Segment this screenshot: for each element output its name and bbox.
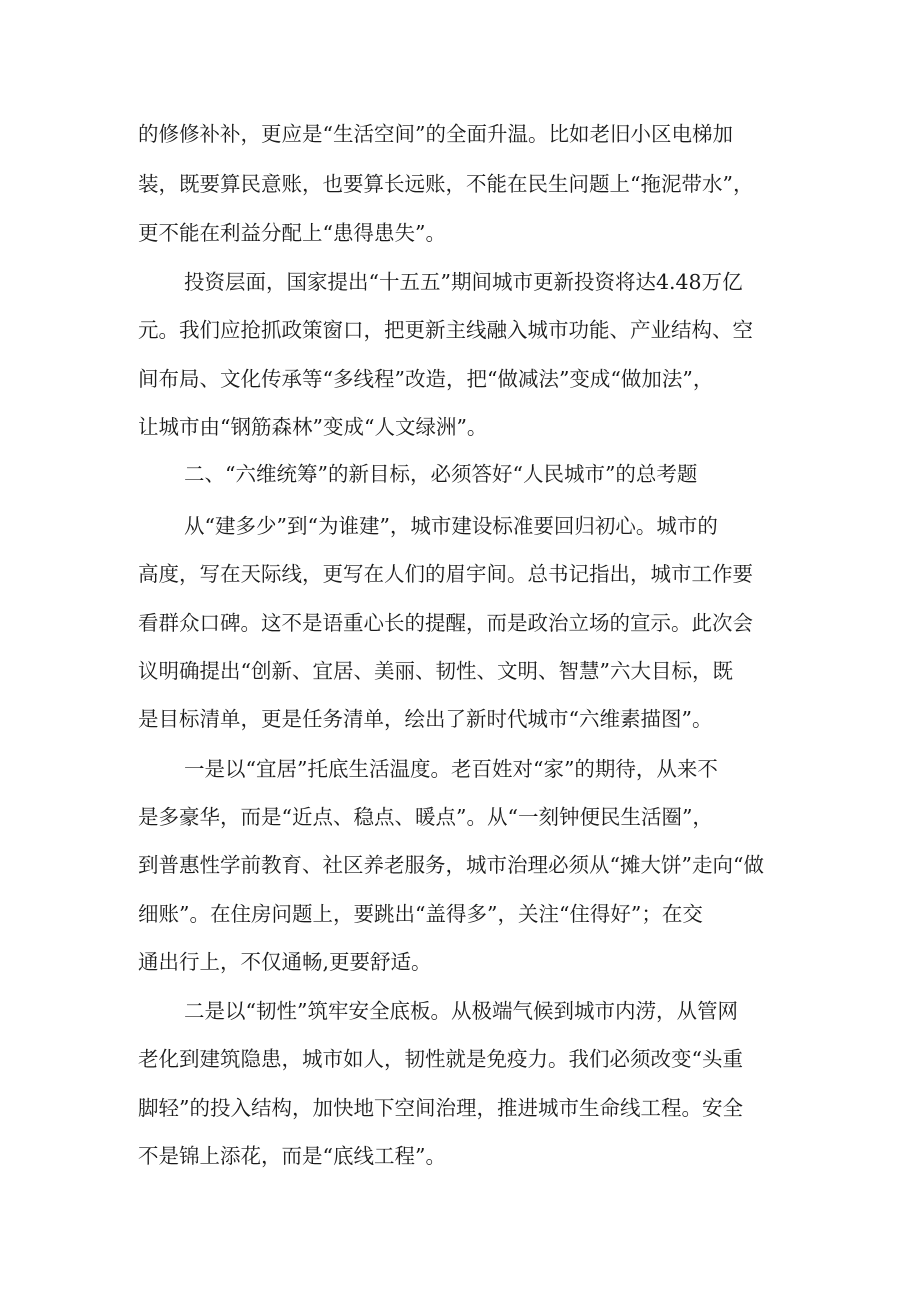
text-line: 间布局、文化传承等“多线程”改造，把“做减法”变成“做加法”， — [138, 367, 714, 391]
text-line: 投资层面，国家提出“十五五”期间城市更新投资将达4.48万亿 — [184, 270, 743, 294]
text-line: 不是锦上添花，而是“底线工程”。 — [138, 1144, 446, 1168]
text-line: 更不能在利益分配上“患得患失”。 — [138, 221, 446, 245]
text-line: 老化到建筑隐患，城市如人，韧性就是免疫力。我们必须改变“头重 — [138, 1047, 743, 1071]
text-line: 从“建多少”到“为谁建”，城市建设标准要回归初心。城市的 — [184, 514, 718, 538]
text-line: 的修修补补，更应是“生活空间”的全面升温。比如老旧小区电梯加 — [138, 122, 733, 146]
text-line: 看群众口碑。这不是语重心长的提醒，而是政治立场的宣示。此次会 — [138, 611, 753, 635]
text-line: 元。我们应抢抓政策窗口，把更新主线融入城市功能、产业结构、空 — [138, 318, 753, 342]
text-line: 通出行上，不仅通畅,更要舒适。 — [138, 950, 432, 974]
text-line: 是多豪华，而是“近点、稳点、暖点”。从“一刻钟便民生活圈”， — [138, 805, 713, 829]
text-line: 议明确提出“创新、宜居、美丽、韧性、文明、智慧”六大目标，既 — [138, 659, 733, 683]
text-line: 细账”。在住房问题上，要跳出“盖得多”，关注“住得好”；在交 — [138, 902, 703, 926]
text-line: 一是以“宜居”托底生活温度。老百姓对“家”的期待，从来不 — [184, 757, 718, 781]
text-line: 到普惠性学前教育、社区养老服务，城市治理必须从“摊大饼”走向“做 — [138, 853, 764, 877]
text-line: 二是以“韧性”筑牢安全底板。从极端气候到城市内涝，从管网 — [184, 999, 738, 1023]
text-line: 装，既要算民意账，也要算长远账，不能在民生问题上“拖泥带水”， — [138, 172, 754, 196]
text-line: 是目标清单，更是任务清单，绘出了新时代城市“六维素描图”。 — [138, 707, 713, 731]
text-line: 高度，写在天际线，更写在人们的眉宇间。总书记指出，城市工作要 — [138, 562, 753, 586]
text-line: 让城市由“钢筋森林”变成“人文绿洲”。 — [138, 415, 488, 439]
section-heading: 二、“六维统筹”的新目标，必须答好“人民城市”的总考题 — [184, 462, 698, 486]
text-line: 脚轻”的投入结构，加快地下空间治理，推进城市生命线工程。安全 — [138, 1096, 743, 1120]
